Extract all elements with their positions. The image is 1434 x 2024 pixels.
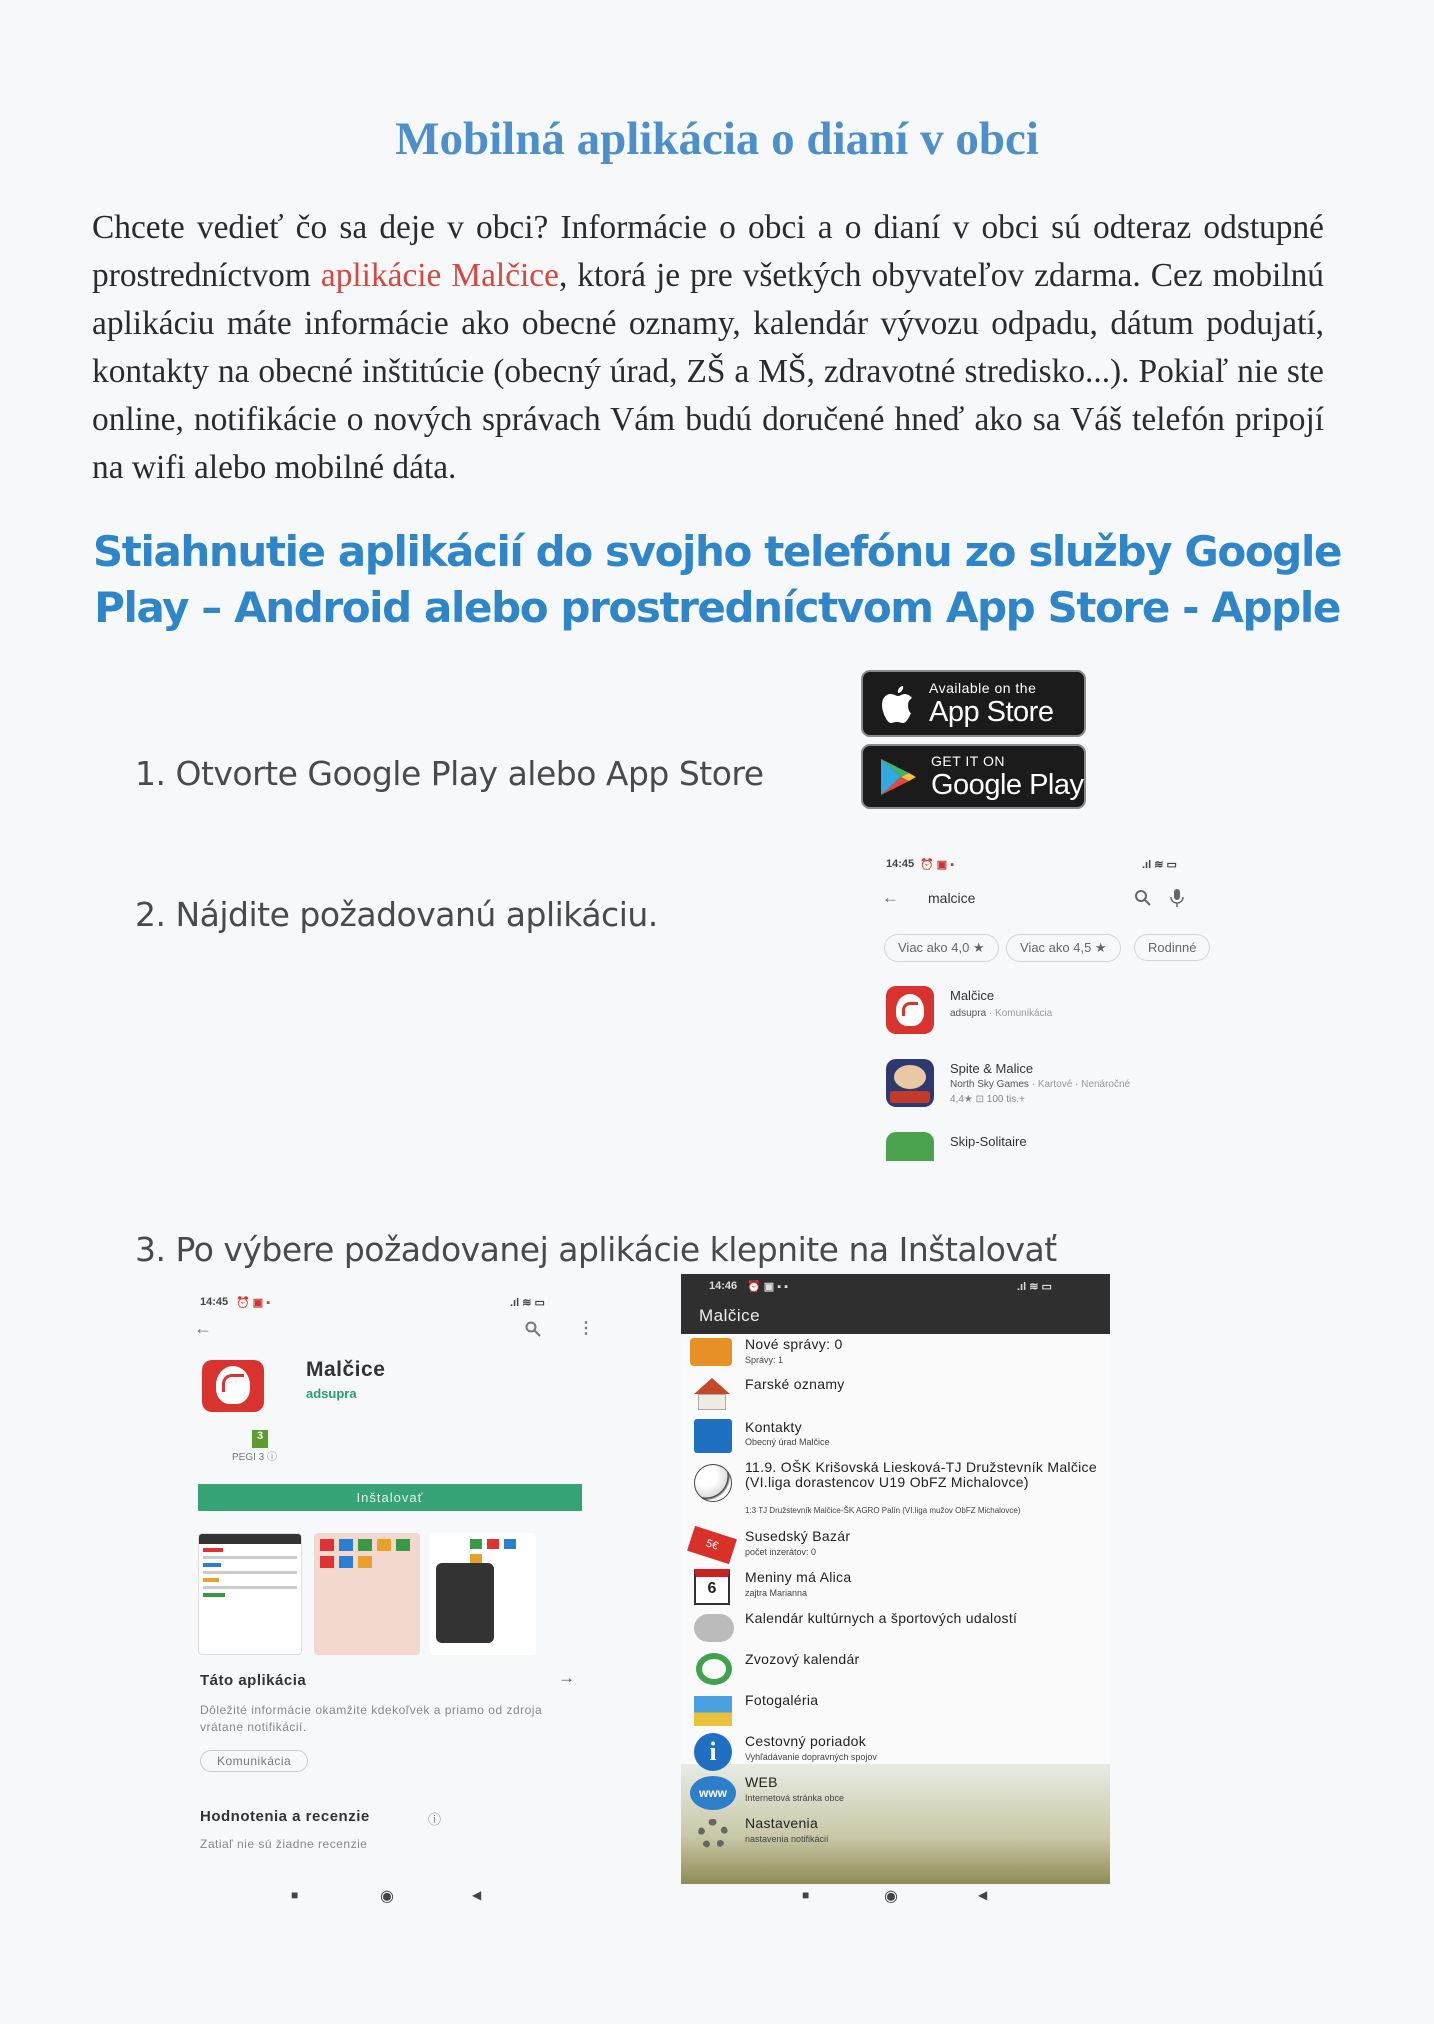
recent-apps-button[interactable]: ■	[291, 1888, 299, 1902]
signal-battery-icon: .ıl ≋ ▭	[1017, 1281, 1052, 1293]
sale-tag-icon: 5€	[687, 1526, 737, 1564]
result-meta: adsupra · Komunikácia	[950, 1008, 1053, 1019]
menu-item-football[interactable]: 11.9. OŠK Krišovská Liesková-TJ Družstevník Malčice (VI.liga dorastencov U19 ObFZ Michalovce) 1:3 TJ Družstevník Malčice-ŠK AGRO Palín (VI.liga mužov ObFZ Michalovce)	[690, 1460, 1110, 1530]
step-2: 2. Nájdite požadovanú aplikáciu.	[135, 895, 658, 934]
status-time: 14:46	[709, 1280, 738, 1292]
status-icons: ⏰ ▣ ▪	[236, 1297, 271, 1309]
intro-paragraph	[92, 204, 1324, 492]
apple-icon	[879, 683, 915, 725]
about-description: Dôležité informácie okamžite kdekoľvek a priamo od zdroja vrátane notifikácií.	[200, 1703, 543, 1734]
menu-item-settings[interactable]: Nastavenia nastavenia notifikácií	[690, 1815, 1110, 1853]
menu-item-news[interactable]: Nové správy: 0 Správy: 1	[690, 1336, 1110, 1374]
contacts-book-icon	[694, 1419, 732, 1453]
ratings-description: Zatiaľ nie sú žiadne recenzie	[200, 1837, 368, 1851]
google-play-badge[interactable]	[861, 744, 1086, 809]
result-meta: North Sky Games · Kartové · Nenáročné	[950, 1079, 1131, 1090]
app-name-highlight: aplikácie Malčice	[320, 257, 559, 294]
app-store-small-text: Available on the	[929, 679, 1037, 696]
status-icons: ⏰ ▣ ▪	[920, 859, 955, 871]
screenshot-thumbnail[interactable]	[314, 1533, 420, 1655]
about-title: Táto aplikácia	[200, 1672, 307, 1689]
pegi-icon: 3	[252, 1430, 268, 1448]
menu-item-namedays[interactable]: 6 Meniny má Alica zajtra Marianna	[690, 1569, 1110, 1607]
signal-battery-icon: .ıl ≋ ▭	[1142, 859, 1177, 871]
install-screenshot	[190, 1288, 600, 1908]
ratings-title: Hodnotenia a recenzie	[200, 1808, 370, 1825]
arrow-right-icon[interactable]: →	[558, 1668, 575, 1687]
pegi-rating: PEGI 3 ⓘ	[232, 1452, 278, 1463]
info-icon[interactable]: ⓘ	[428, 1812, 442, 1827]
globe-www-icon: www	[690, 1776, 736, 1810]
result-name: Skip-Solitaire	[950, 1134, 1027, 1149]
menu-item-web[interactable]: www WEB Internetová stránka obce	[690, 1774, 1110, 1812]
category-chip[interactable]: Komunikácia	[200, 1750, 308, 1772]
screenshot-thumbnail[interactable]	[198, 1533, 302, 1655]
more-menu-icon[interactable]: ⋮	[578, 1320, 594, 1337]
filter-chip[interactable]: Viac ako 4,5 ★	[1006, 934, 1121, 962]
theatre-masks-icon	[694, 1614, 734, 1642]
result-name: Malčice	[950, 988, 995, 1003]
status-icons: ⏰ ▣ ▪ ▪	[747, 1281, 789, 1293]
back-button[interactable]: ◀	[978, 1888, 988, 1902]
intro-text-end: , ktorá je pre všetkých obyvateľov zdarma. Cez mobilnú aplikáciu máte informácie ako obecné oznamy, kalendár vývozu odpadu, dátum podujatí, kontakty na obecné inštitúcie (obecný úrad, ZŠ a MŠ, zdravotné stredisko...). Pokiaľ nie ste online, notifikácie o nových správach Vám budú doručené hneď ako sa Váš telefón pripojí na wifi alebo mobilné dáta.	[92, 257, 1324, 486]
search-icon[interactable]	[1134, 889, 1152, 907]
menu-item-bazaar[interactable]: 5€ Susedský Bazár počet inzerátov: 0	[690, 1528, 1110, 1566]
download-heading: Stiahnutie aplikácií do svojho telefónu zo služby Google Play – Android alebo prostredníctvom App Store - Apple	[92, 527, 1342, 632]
malcice-app-icon	[886, 986, 934, 1034]
photo-icon	[694, 1696, 732, 1726]
back-button[interactable]: ◀	[472, 1888, 482, 1902]
app-store-badge[interactable]	[861, 670, 1086, 737]
google-play-icon	[879, 757, 917, 797]
screenshot-thumbnail[interactable]	[430, 1533, 536, 1655]
malcice-app-icon	[202, 1360, 264, 1412]
calendar-icon: 6	[694, 1569, 730, 1605]
football-icon	[694, 1464, 732, 1502]
signal-battery-icon: .ıl ≋ ▭	[510, 1297, 545, 1309]
search-result[interactable]	[886, 1132, 1216, 1161]
menu-item-waste-calendar[interactable]: Zvozový kalendár	[690, 1651, 1110, 1689]
search-result[interactable]	[886, 986, 1216, 1038]
search-screenshot	[880, 856, 1220, 1161]
step-3: 3. Po výbere požadovanej aplikácie klepnite na Inštalovať	[135, 1230, 1057, 1269]
status-time: 14:45	[886, 858, 915, 870]
search-query[interactable]: malcice	[928, 890, 976, 906]
status-time: 14:45	[200, 1296, 229, 1308]
menu-item-gallery[interactable]: Fotogaléria	[690, 1692, 1110, 1730]
google-play-big-text: Google Play	[931, 768, 1084, 801]
app-header-title: Malčice	[699, 1306, 761, 1325]
filter-chip[interactable]: Rodinné	[1134, 934, 1210, 961]
church-icon	[694, 1378, 730, 1394]
install-button[interactable]: Inštalovať	[198, 1484, 582, 1511]
page-title: Mobilná aplikácia o dianí v obci	[395, 113, 1039, 165]
filter-chip[interactable]: Viac ako 4,0 ★	[884, 934, 999, 962]
result-name: Spite & Malice	[950, 1061, 1034, 1076]
search-icon[interactable]	[525, 1321, 541, 1337]
home-button[interactable]: ◉	[884, 1888, 898, 1905]
home-button[interactable]: ◉	[380, 1888, 394, 1905]
gear-icon	[698, 1819, 728, 1849]
step-1: 1. Otvorte Google Play alebo App Store	[135, 754, 764, 793]
info-icon: i	[694, 1733, 732, 1771]
back-arrow-icon[interactable]: ←	[882, 888, 899, 907]
menu-item-events[interactable]: Kalendár kultúrnych a športových udalostí	[690, 1610, 1110, 1648]
google-play-small-text: GET IT ON	[931, 752, 1005, 769]
spite-malice-app-icon	[886, 1059, 934, 1107]
developer-link[interactable]: adsupra	[306, 1386, 357, 1401]
intro-text-start: Chcete vedieť čo sa deje v obci? Informácie o obci a o dianí v obci sú odteraz odstupné prostredníctvom	[92, 209, 1324, 294]
menu-item-parish[interactable]: Farské oznamy	[690, 1376, 1110, 1414]
mic-icon[interactable]	[1170, 888, 1184, 908]
app-title: Malčice	[306, 1358, 386, 1381]
skip-solitaire-app-icon	[886, 1132, 934, 1161]
recent-apps-button[interactable]: ■	[802, 1888, 810, 1902]
back-arrow-icon[interactable]: ←	[194, 1318, 212, 1338]
envelope-icon	[690, 1338, 732, 1366]
menu-item-contacts[interactable]: Kontakty Obecný úrad Malčice	[690, 1417, 1110, 1455]
result-rating: 4,4★ ⊡ 100 tis.+	[950, 1094, 1025, 1105]
recycle-icon	[696, 1653, 732, 1685]
menu-item-timetable[interactable]: i Cestovný poriadok Vyhľadávanie dopravných spojov	[690, 1733, 1110, 1771]
search-result[interactable]	[886, 1059, 1216, 1111]
app-store-big-text: App Store	[929, 695, 1054, 728]
